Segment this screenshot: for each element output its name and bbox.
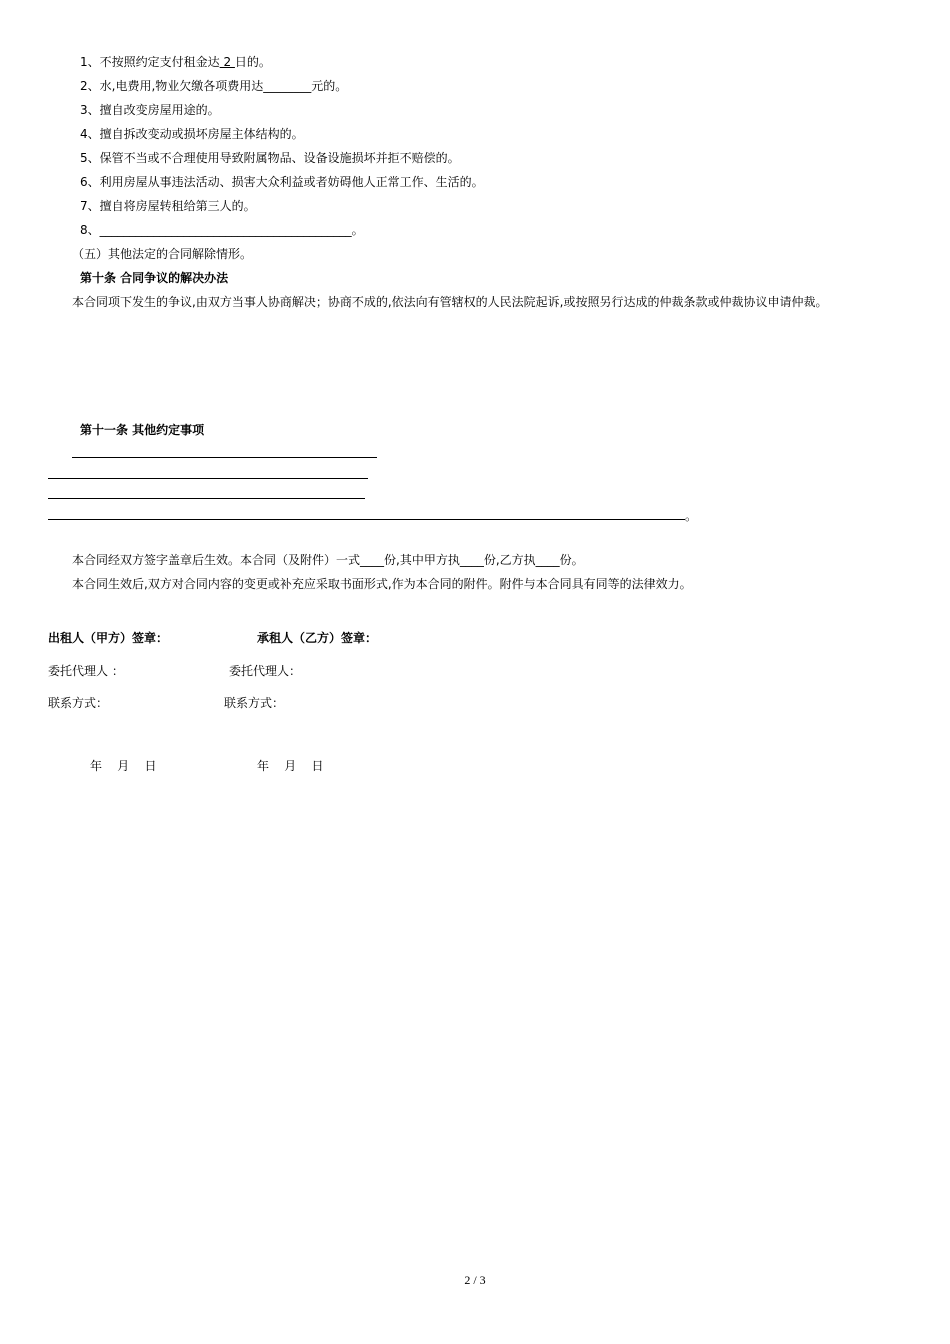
blank-line-1 xyxy=(72,457,377,458)
article-11-end-mark: 。 xyxy=(685,509,698,523)
clause-five: （五）其他法定的合同解除情形。 xyxy=(72,247,253,261)
effect-paragraph-2: 本合同生效后,双方对合同内容的变更或补充应采取书面形式,作为本合同的附件。附件与本合同具有同等的法律效力。 xyxy=(72,577,692,591)
termination-item-4: 4、擅自拆改变动或损坏房屋主体结构的。 xyxy=(80,127,304,141)
termination-item-5: 5、保管不当或不合理使用导致附属物品、设备设施损坏并拒不赔偿的。 xyxy=(80,151,460,165)
page-number: 2 / 3 xyxy=(464,1273,486,1287)
contact-label-right: 联系方式： xyxy=(224,696,285,710)
blank-line-2 xyxy=(48,478,368,479)
termination-item-3: 3、擅自改变房屋用途的。 xyxy=(80,103,220,117)
contact-label-left: 联系方式： xyxy=(48,696,109,710)
article-10-body: 本合同项下发生的争议,由双方当事人协商解决；协商不成的,依法向有管辖权的人民法院起诉,或按照另行达成的仲裁条款或仲裁协议申请仲裁。 xyxy=(72,295,828,309)
termination-item-2: 2、水,电费用,物业欠缴各项费用达________元的。 xyxy=(80,79,348,93)
blank-line-4 xyxy=(48,519,685,520)
date-right: 年 月 日 xyxy=(257,759,324,773)
termination-item-8: 8、__________________________________________。 xyxy=(80,223,364,237)
article-10-heading: 第十条 合同争议的解决办法 xyxy=(80,271,229,285)
lessor-signature-label: 出租人（甲方）签章： xyxy=(48,631,169,645)
date-left: 年 月 日 xyxy=(90,759,157,773)
termination-item-1: 1、不按照约定支付租金达 2 日的。 xyxy=(80,55,271,69)
blank-line-3 xyxy=(48,498,365,499)
effect-paragraph-1: 本合同经双方签字盖章后生效。本合同（及附件）一式____份,其中甲方执____份,乙方执____份。 xyxy=(72,553,584,567)
termination-item-6: 6、利用房屋从事违法活动、损害大众利益或者妨碍他人正常工作、生活的。 xyxy=(80,175,484,189)
agent-label-left: 委托代理人 ： xyxy=(48,664,124,678)
lessee-signature-label: 承租人（乙方）签章： xyxy=(257,631,378,645)
article-11-heading: 第十一条 其他约定事项 xyxy=(80,423,205,437)
termination-item-7: 7、擅自将房屋转租给第三人的。 xyxy=(80,199,256,213)
agent-label-right: 委托代理人： xyxy=(229,664,302,678)
